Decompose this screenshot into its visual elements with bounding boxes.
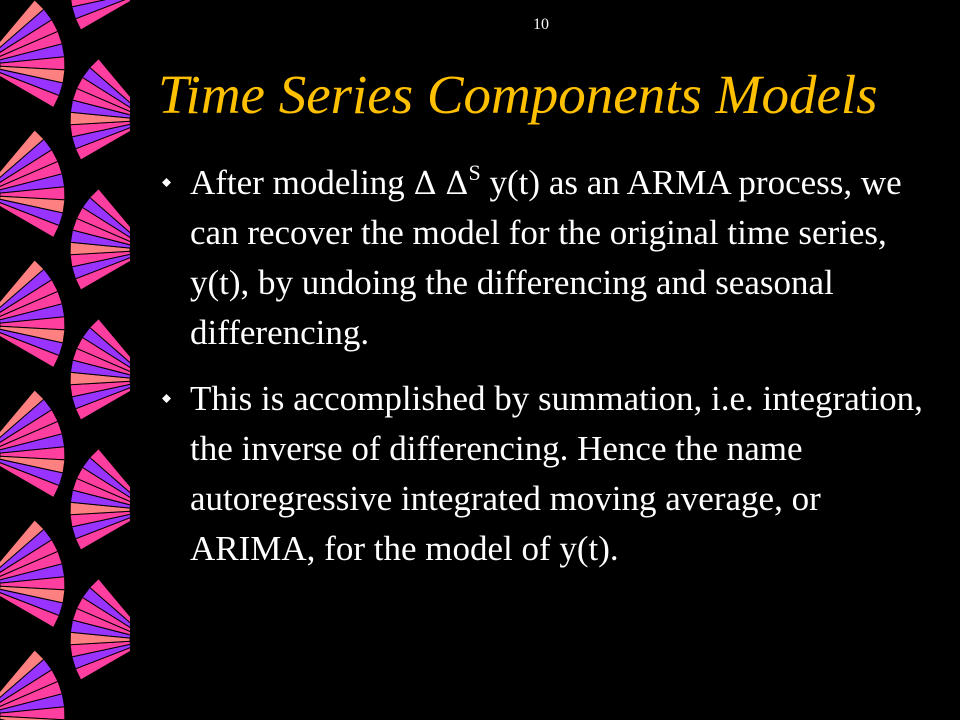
seasonal-delta-symbol: Δ (445, 164, 469, 202)
fan-ribbon-decoration (0, 0, 130, 720)
seasonal-superscript: S (468, 160, 481, 185)
diamond-bullet-icon (162, 178, 171, 187)
diamond-bullet-icon (162, 394, 171, 403)
bullet-item-2 (160, 374, 950, 574)
bullet-2-text: This is accomplished by summation, i.e. integration, the inverse of differencing. Hence the name autoregressive integrated moving average, or ARIMA, for the model of y(t). (190, 379, 923, 568)
bullet-item-1 (160, 158, 950, 358)
delta-symbol: Δ (413, 164, 437, 202)
bullet-list (160, 158, 950, 590)
bullet-1-suffix: y(t) as an ARMA process, we can recover the model for the original time series, y(t), by undoing the differencing and seasonal differencing. (190, 163, 902, 352)
bullet-1-prefix: After modeling (190, 163, 414, 202)
slide-title: Time Series Components Models (158, 64, 878, 125)
slide-number: 10 (533, 16, 549, 33)
